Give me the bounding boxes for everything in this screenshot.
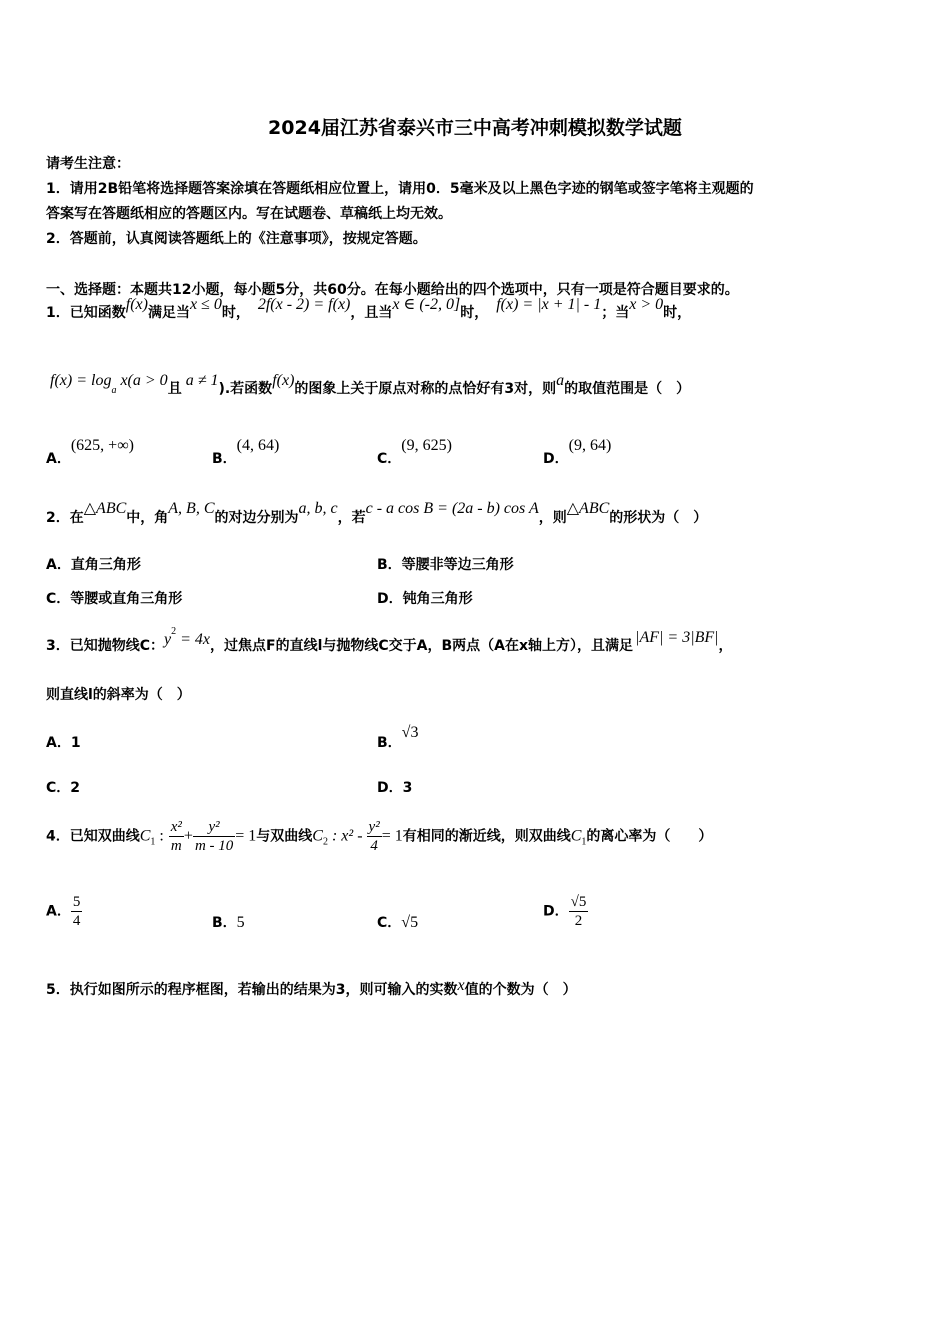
notice-line-2: 答案写在答题纸相应的答题区内。写在试题卷、草稿纸上均无效。: [46, 206, 452, 222]
question-4-option-a[interactable]: A． $\frac{5}{4}$: [46, 894, 81, 929]
question-4-option-d[interactable]: D． $\frac{√5}{2}$: [543, 894, 587, 929]
question-1-option-c[interactable]: C．(9, 625): [377, 437, 452, 467]
section-heading: 一、选择题：本题共12小题，每小题5分，共60分。在每小题给出的四个选项中，只有一项是符合题目要求的。: [46, 282, 739, 298]
question-3-option-c[interactable]: C．2: [46, 780, 81, 796]
question-3-option-a[interactable]: A．1: [46, 735, 81, 751]
question-4-option-c[interactable]: C．√5: [377, 914, 419, 931]
question-1-option-a[interactable]: A．(625, +∞): [46, 437, 134, 467]
notice-line-3: 2．答题前，认真阅读答题纸上的《注意事项》，按规定答题。: [46, 231, 427, 247]
question-3-option-d[interactable]: D．3: [377, 780, 413, 796]
question-1-line-2: $f(x) = \log_a x(a > 0$且 a ≠ 1).若函数f(x)的图象上关于原点对称的点恰好有3对，则a的取值范围是（ ）: [50, 372, 691, 397]
question-1-line-1: 1．已知函数f(x)满足当x ≤ 0时， 2f(x - 2) = f(x)，且当x ∈ (-2, 0]时， f(x) = |x + 1| - 1；当x > 0时，: [46, 296, 692, 321]
question-2-option-d[interactable]: D．钝角三角形: [377, 591, 473, 607]
question-4-option-b[interactable]: B．5: [212, 914, 245, 931]
question-3-option-b[interactable]: B．√3: [377, 724, 419, 751]
question-2: 2．在△ABC中，角A, B, C的对边分别为a, b, c，若c - a cos B = (2a - b) cos A，则△ABC的形状为（ ）: [46, 500, 708, 526]
question-2-option-c[interactable]: C．等腰或直角三角形: [46, 591, 183, 607]
fraction-x2-over-m: $\frac{\text{x²}}{m}$: [170, 819, 182, 854]
question-1-option-b[interactable]: B．(4, 64): [212, 437, 280, 467]
page-title: 2024届江苏省泰兴市三中高考冲刺模拟数学试题: [268, 117, 682, 139]
question-2-option-b[interactable]: B．等腰非等边三角形: [377, 557, 514, 573]
fraction-y2-over-m-10: $\frac{\text{y²}}{m - 10}$: [194, 819, 234, 854]
question-5: 5．执行如图所示的程序框图，若输出的结果为3，则可输入的实数x值的个数为（ ）: [46, 977, 577, 998]
question-1-option-d[interactable]: D．(9, 64): [543, 437, 612, 467]
question-4: 4．已知双曲线$C_1$ : $\frac{\text{x²}}{m}$ + $\frac{\text{y²}}{m - 10}$ = 1与双曲线$C_2$ : x² - $\frac{\text{y²}}{4}$ = 1有相同的渐近线，则双曲线$C_1$的离心率为（ ）: [46, 819, 713, 854]
fraction-y2-over-4: $\frac{\text{y²}}{4}$: [368, 819, 380, 854]
notice-heading: 请考生注意：: [46, 156, 130, 172]
question-3-line-1: 3．已知抛物线C：$y^2 = 4x$，过焦点F的直线l与抛物线C交于A，B两点（A在x轴上方），且满足 |AF| = 3|BF|，: [46, 626, 733, 654]
question-3-line-2: 则直线l的斜率为（ ）: [46, 687, 191, 703]
question-2-option-a[interactable]: A．直角三角形: [46, 557, 141, 573]
notice-line-1: 1．请用2B铅笔将选择题答案涂填在答题纸相应位置上，请用0．5毫米及以上黑色字迹的钢笔或签字笔将主观题的: [46, 181, 754, 197]
